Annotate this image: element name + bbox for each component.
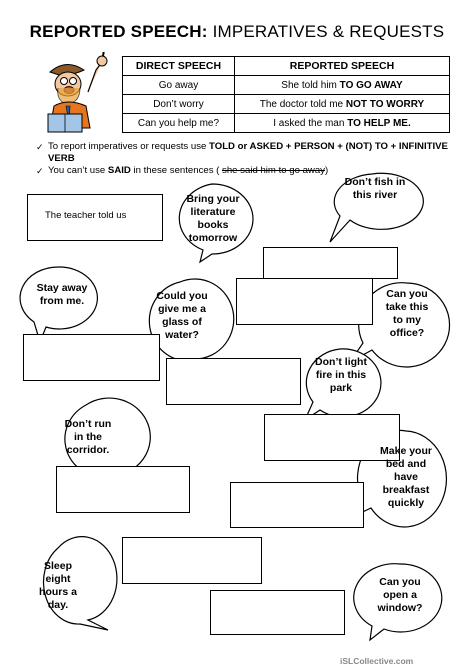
- answer-box-8[interactable]: [230, 482, 364, 528]
- bubble-text-b5: [377, 288, 437, 340]
- bubble-line: glass of: [162, 316, 202, 328]
- rule-1-bold: TOLD or ASKED + PERSON + (NOT) TO + INFINITIVE VERB: [48, 141, 448, 164]
- cell-direct: Don’t worry: [123, 95, 235, 114]
- answer-box-5[interactable]: [166, 358, 301, 405]
- bubble-line: day.: [47, 599, 69, 611]
- bubble-text-b7: [56, 418, 120, 457]
- bubble-line: quickly: [387, 497, 425, 509]
- bubble-line: fire in this: [315, 369, 367, 381]
- cell-reported-bold: TO GO AWAY: [339, 79, 403, 91]
- cell-direct: Go away: [123, 76, 235, 95]
- bubble-line: from me.: [39, 295, 85, 307]
- bubble-line: give me a: [158, 303, 206, 315]
- bubble-text-b10: [372, 576, 428, 615]
- checkmark-icon: ✓: [36, 142, 44, 152]
- bubble-line: window?: [377, 602, 423, 614]
- bubble-line: Bring your: [186, 193, 240, 205]
- bubble-line: Can you: [379, 576, 421, 588]
- bubble-line: breakfast: [382, 484, 430, 496]
- rule-2-strike: she said him to go away: [222, 165, 325, 176]
- bubble-line: Could you: [156, 290, 208, 302]
- bubble-line: Stay away: [36, 282, 88, 294]
- bubble-line: Don’t fish in: [344, 176, 406, 188]
- bubble-line: Sleep: [43, 560, 72, 572]
- answer-box-2[interactable]: [263, 247, 398, 279]
- bubble-line: take this: [385, 301, 429, 313]
- answer-box-9[interactable]: [122, 537, 262, 584]
- bubble-line: Don’t run: [64, 418, 112, 430]
- rule-1-text: To report imperatives or requests use: [48, 141, 210, 152]
- bubble-text-b6: [303, 356, 379, 395]
- bubble-line: books: [197, 219, 229, 231]
- cell-reported-text: She told him: [281, 79, 340, 91]
- example-answer-text: The teacher told us: [45, 210, 127, 221]
- bubble-line: park: [329, 382, 353, 394]
- bubble-line: Don’t light: [315, 356, 367, 368]
- bubble-line: corridor.: [66, 444, 110, 456]
- bubble-line: this river: [352, 189, 398, 201]
- rule-2-text: You can’t use: [48, 165, 108, 176]
- bubble-text-b9: [34, 560, 82, 612]
- bubble-line: Can you: [386, 288, 428, 300]
- cell-reported-bold: NOT TO WORRY: [345, 98, 425, 110]
- rule-2-bold: SAID: [107, 165, 131, 176]
- answer-box-10[interactable]: [210, 590, 345, 635]
- cell-direct: Can you help me?: [123, 114, 235, 133]
- bubble-text-b3: [32, 282, 92, 308]
- checkmark-icon: ✓: [36, 166, 44, 176]
- rule-2-mid: in these sentences (: [130, 165, 223, 176]
- bubble-line: Make your: [380, 445, 432, 457]
- bubble-text-b4: [150, 290, 214, 342]
- bubble-line: open a: [383, 589, 417, 601]
- bubble-line: hours a: [39, 586, 77, 598]
- bubble-line: bed and: [385, 458, 427, 470]
- cell-reported-text: I asked the man: [273, 117, 348, 129]
- site-watermark: iSLCollective.com: [340, 656, 414, 666]
- rule-2-end: ): [324, 165, 329, 176]
- bubble-text-b8: [370, 445, 442, 510]
- bubble-line: literature: [190, 206, 236, 218]
- bubble-line: eight: [45, 573, 71, 585]
- header-direct: DIRECT SPEECH: [123, 57, 235, 76]
- bubble-line: tomorrow: [188, 232, 238, 244]
- answer-box-7[interactable]: [56, 466, 190, 513]
- bubble-text-b2: [336, 176, 414, 202]
- bubble-line: have: [394, 471, 418, 483]
- bubble-line: to my: [392, 314, 421, 326]
- bubble-text-b1: [178, 193, 248, 245]
- title-rest: IMPERATIVES & REQUESTS: [212, 22, 445, 41]
- cell-reported-text: The doctor told me: [259, 98, 346, 110]
- cell-reported-bold: TO HELP ME.: [347, 117, 411, 129]
- bubble-line: in the: [74, 431, 102, 443]
- bubble-line: office?: [389, 327, 425, 339]
- title-bold: REPORTED SPEECH:: [29, 22, 208, 41]
- bubble-line: water?: [165, 329, 199, 341]
- header-reported: REPORTED SPEECH: [234, 57, 449, 76]
- answer-box-4[interactable]: [23, 334, 160, 381]
- answer-box-3[interactable]: [236, 278, 373, 325]
